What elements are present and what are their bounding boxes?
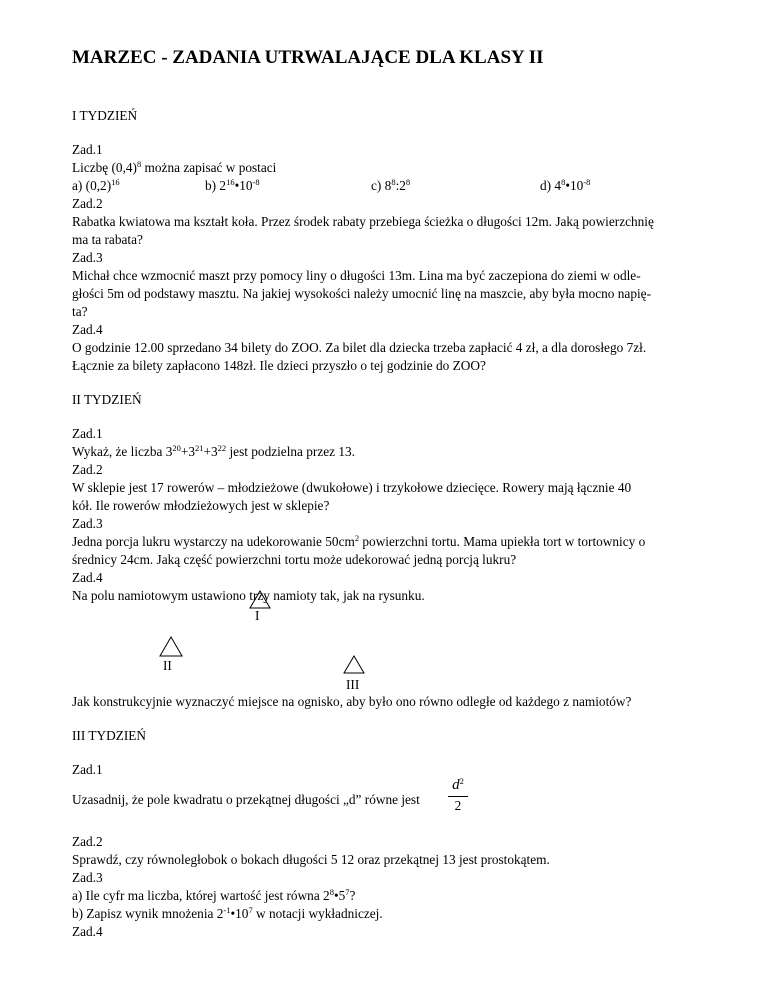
tent-i-label: I	[255, 608, 260, 623]
w2-z1-text: Wykaż, że liczba $3^{20}+3^{21}+3^{22}$ jest podzielna przez 13.	[72, 442, 356, 459]
tent-ii-icon	[159, 636, 183, 658]
w2-z2-label: Zad.2	[72, 462, 103, 477]
w3-z2-label: Zad.2	[72, 834, 103, 849]
week2-heading: II TYDZIEŃ	[72, 392, 142, 407]
w1-z1-label: Zad.1	[72, 142, 103, 157]
w1-z3-line3: ta?	[72, 304, 88, 319]
w2-z3-line1: Jedna porcja lukru wystarczy na udekorowanie $50cm^2$ powierzchni tortu. Mama upiekła tort w tortownicy o	[72, 532, 646, 549]
tent-iii-label: III	[346, 677, 360, 692]
w3-z1-label: Zad.1	[72, 762, 103, 777]
w1-z4-line1: O godzinie 12.00 sprzedano 34 bilety do ZOO. Za bilet dla dziecka trzeba zapłacić 4 zł, a dla dorosłego 7zł.	[72, 340, 647, 355]
w2-z2-line1: W sklepie jest 17 rowerów – młodzieżowe (dwukołowe) i trzykołowe dziecięce. Rowery mają łącznie 40	[72, 480, 632, 495]
w1-z1-option-c: c) $8^8:2^8$	[371, 176, 411, 193]
w1-z1-option-d: d) $4^8•10^{-8}$	[540, 176, 591, 193]
w2-z3-line2: średnicy 24cm. Jaką część powierzchni tortu może udekorować jedną porcją lukru?	[72, 552, 517, 567]
tent-ii-label: II	[163, 658, 172, 673]
page-title: MARZEC - ZADANIA UTRWALAJĄCE DLA KLASY II	[72, 47, 544, 68]
w1-z4-label: Zad.4	[72, 322, 103, 337]
w1-z3-line1: Michał chce wzmocnić maszt przy pomocy liny o długości 13m. Lina ma być zaczepiona do ziemi w odle-	[72, 268, 641, 283]
week1-heading: I TYDZIEŃ	[72, 108, 138, 123]
w1-z2-label: Zad.2	[72, 196, 103, 211]
w2-z4-label: Zad.4	[72, 570, 103, 585]
w1-z3-label: Zad.3	[72, 250, 103, 265]
w2-z1-label: Zad.1	[72, 426, 103, 441]
w3-z2-text: Sprawdź, czy równoległobok o bokach długości 5 12 oraz przekątnej 13 jest prostokątem.	[72, 852, 550, 867]
w1-z4-line2: Łącznie za bilety zapłacono 148zł. Ile dzieci przyszło o tej godzinie do ZOO?	[72, 358, 486, 373]
week3-heading: III TYDZIEŃ	[72, 728, 146, 743]
w3-z3-a: a) Ile cyfr ma liczba, której wartość jest równa $2^8•5^7$?	[72, 886, 356, 903]
w2-z4-line1: Na polu namiotowym ustawiono trzy namioty tak, jak na rysunku.	[72, 588, 425, 603]
w1-z1-option-b: b) $2^{16}•10^{-8}$	[205, 176, 260, 193]
w3-z3-b: b) Zapisz wynik mnożenia $2^{-1}•10^7$ w notacji wykładniczej.	[72, 904, 383, 921]
w3-z1-text: Uzasadnij, że pole kwadratu o przekątnej długości „d” równe jest	[72, 792, 420, 807]
w2-z3-label: Zad.3	[72, 516, 103, 531]
tent-iii-icon	[342, 655, 366, 675]
w2-z2-line2: kół. Ile rowerów młodzieżowych jest w sklepie?	[72, 498, 330, 513]
w3-z3-label: Zad.3	[72, 870, 103, 885]
w1-z2-line1: Rabatka kwiatowa ma kształt koła. Przez środek rabaty przebiega ścieżka o długości 12m. Jaką powierzchnię	[72, 214, 654, 229]
w1-z3-line2: głości 5m od podstawy masztu. Na jakiej wysokości należy umocnić linę na maszcie, aby była mocno napię-	[72, 286, 651, 301]
w1-z1-option-a: a) $(0,2)^{16}$	[72, 176, 120, 193]
w3-z4-label: Zad.4	[72, 924, 103, 939]
tent-i-icon	[248, 590, 272, 610]
w1-z1-text: Liczbę $(0,4)^8$ można zapisać w postaci	[72, 158, 277, 175]
w2-z4-question: Jak konstrukcyjnie wyznaczyć miejsce na ognisko, aby było ono równo odległe od każdego z namiotów?	[72, 694, 632, 709]
w3-z1-fraction: $d^2$ 2	[444, 776, 472, 814]
w1-z2-line2: ma ta rabata?	[72, 232, 143, 247]
